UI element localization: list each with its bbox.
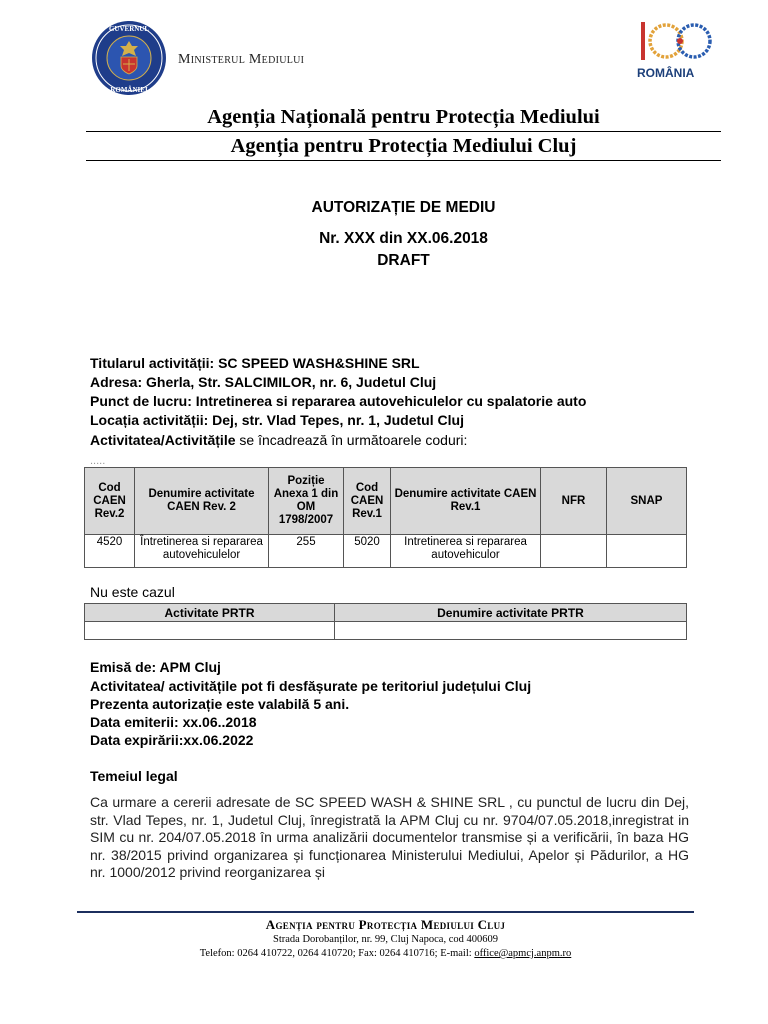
table-cell: 5020: [344, 535, 391, 568]
table-header-cell: NFR: [541, 468, 607, 535]
title-divider: [86, 131, 721, 132]
holder-name: Titularul activității: SC SPEED WASH&SHINE SRL: [90, 355, 420, 371]
validity-period: Prezenta autorizație este valabilă 5 ani.: [90, 696, 350, 712]
svg-text:GUVERNUL: GUVERNUL: [108, 25, 150, 33]
activity-location: Locația activității: Dej, str. Vlad Tepes, nr. 1, Judetul Cluj: [90, 412, 464, 428]
footer-agency-name: Agenția pentru Protecția Mediului Cluj: [265, 917, 506, 932]
activity-codes-intro: [90, 432, 467, 448]
table-header-cell: Cod CAEN Rev.1: [344, 468, 391, 535]
agency-subtitle: Agenția pentru Protecția Mediului Cluj: [230, 135, 577, 157]
legal-basis-heading: Temeiul legal: [90, 768, 178, 784]
table-header-cell: SNAP: [607, 468, 687, 535]
prtr-note: Nu este cazul: [90, 584, 175, 600]
footer-contact: [77, 948, 694, 959]
placeholder-dots: .....: [90, 455, 106, 467]
government-seal-logo: [90, 17, 168, 99]
table-row: [85, 622, 687, 640]
romania-logo-text: ROMÂNIA: [637, 66, 695, 80]
table-cell: [85, 622, 335, 640]
table-cell: [335, 622, 687, 640]
subtitle-divider: [86, 160, 721, 161]
issued-by: Emisă de: APM Cluj: [90, 659, 221, 675]
draft-label: DRAFT: [377, 252, 430, 269]
table-header-cell: Denumire activitate CAEN Rev.1: [391, 468, 541, 535]
table-cell: 4520: [85, 535, 135, 568]
table-cell: Întretinerea si repararea autovehiculelor: [135, 535, 269, 568]
activity-codes-label: Activitatea/Activitățile: [90, 432, 236, 448]
prtr-table: [84, 603, 687, 640]
table-header-cell: Denumire activitate PRTR: [335, 604, 687, 622]
work-point: Punct de lucru: Intretinerea si repararea autovehiculelor cu spalatorie auto: [90, 393, 587, 409]
territory-scope: Activitatea/ activitățile pot fi desfășurate pe teritoriul județului Cluj: [90, 678, 532, 694]
footer-divider: [77, 911, 694, 913]
footer-phone-fax: Telefon: 0264 410722, 0264 410720; Fax: 0264 410716; E-mail:: [199, 948, 475, 959]
document-title: AUTORIZAȚIE DE MEDIU: [311, 199, 496, 216]
svg-text:ROMÂNIEI: ROMÂNIEI: [110, 86, 148, 94]
caen-codes-table: [84, 467, 687, 568]
ministry-name: Ministerul Mediului: [178, 52, 305, 67]
table-header-row: [85, 604, 687, 622]
footer-email-link[interactable]: office@apmcj.anpm.ro: [474, 948, 572, 959]
table-header-row: [85, 468, 687, 535]
table-header-cell: Activitate PRTR: [85, 604, 335, 622]
document-number: Nr. XXX din XX.06.2018: [319, 230, 488, 247]
table-cell: [541, 535, 607, 568]
table-header-cell: Poziție Anexa 1 din OM 1798/2007: [269, 468, 344, 535]
table-cell: 255: [269, 535, 344, 568]
table-cell: Intretinerea si repararea autovehiculor: [391, 535, 541, 568]
table-header-cell: Cod CAEN Rev.2: [85, 468, 135, 535]
legal-basis-text: Ca urmare a cererii adresate de SC SPEED WASH & SHINE SRL , cu punctul de lucru din Dej, str. Vlad Tepes, nr. 1, Judetul Cluj, înregistrată la APM Cluj cu nr. 9704/07.05.2018,inregistrat in SIM cu nr. 204/07.05.2018 în urma analizării documentelor transmise și a verificării, în baza HG nr. 38/2015 privind organizarea și funcționarea Ministerului Mediului, Apelor și Pădurilor, a HG nr. 1000/2012 privind reorganizarea și: [90, 794, 689, 881]
expiry-date: Data expirării:xx.06.2022: [90, 732, 254, 748]
table-cell: [607, 535, 687, 568]
issue-date: Data emiterii: xx.06..2018: [90, 714, 257, 730]
activity-codes-text: se încadrează în următoarele coduri:: [235, 432, 468, 448]
table-row: [85, 535, 687, 568]
holder-address: Adresa: Gherla, Str. SALCIMILOR, nr. 6, Judetul Cluj: [90, 374, 437, 390]
table-header-cell: Denumire activitate CAEN Rev. 2: [135, 468, 269, 535]
footer-address: Strada Dorobanților, nr. 99, Cluj Napoca, cod 400609: [273, 934, 498, 945]
agency-title: Agenția Națională pentru Protecția Mediului: [207, 106, 600, 128]
